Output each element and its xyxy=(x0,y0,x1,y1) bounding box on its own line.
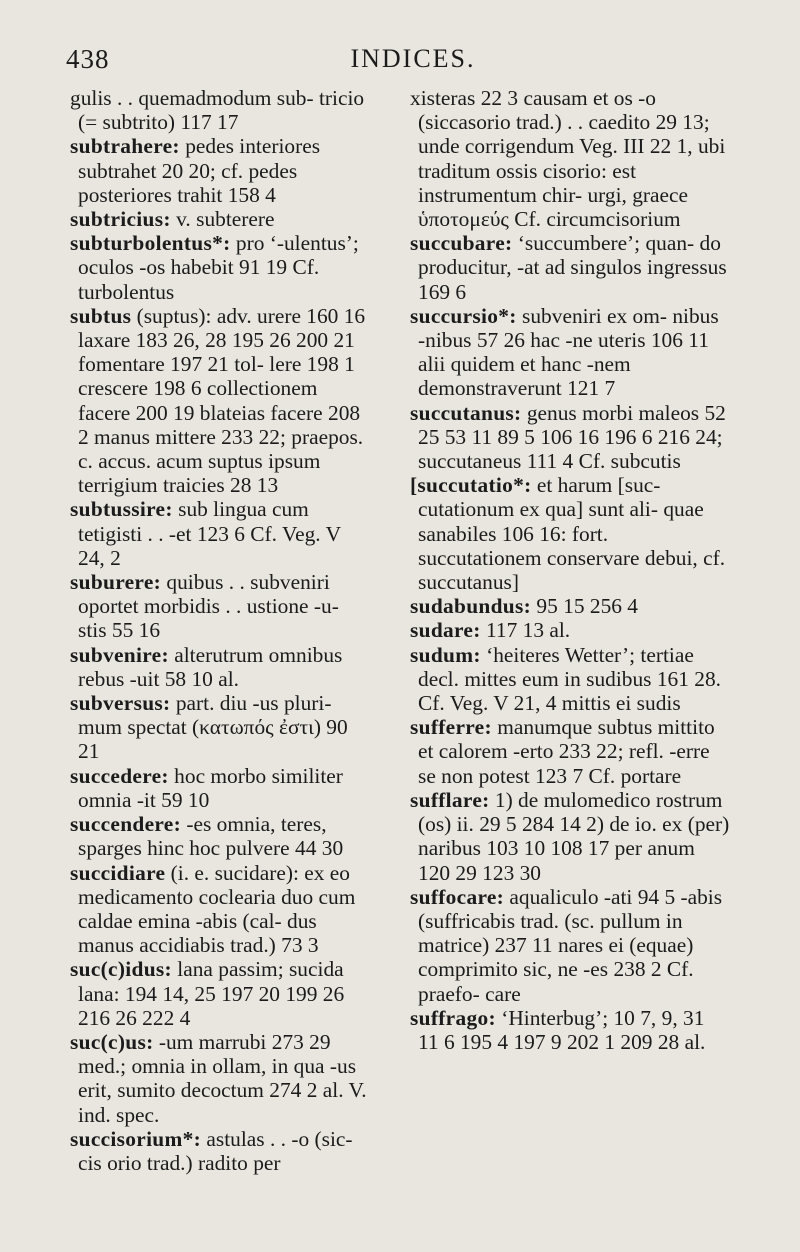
entry-text: ‘heiteres Wetter’; tertiae decl. mittes eum in sudibus 161 28. Cf. Veg. V 21, 4 mittis ei sudis xyxy=(418,642,722,716)
entry-text: part. diu -us pluri- mum spectat (κατωπός ἐστι) 90 21 xyxy=(78,691,348,764)
entry-text: quibus . . subveniri oportet morbidis . . ustione -u- stis 55 16 xyxy=(78,570,339,643)
page-header xyxy=(66,44,740,84)
entry-text: 95 15 256 4 xyxy=(531,594,638,619)
entry-headword: suc(c)idus: xyxy=(70,957,172,982)
page-number: 438 xyxy=(66,44,110,74)
index-entry xyxy=(410,788,730,885)
entry-text: lana passim; sucida lana: 194 14, 25 197 20 199 26 216 26 222 4 xyxy=(78,957,345,1030)
entry-headword: subturbolentus*: xyxy=(70,231,231,256)
index-entry xyxy=(410,304,730,401)
entry-headword: sudare: xyxy=(410,618,481,643)
entry-headword: [succutatio*: xyxy=(410,473,532,498)
index-entry xyxy=(70,231,370,304)
entry-text: subveniri ex om- nibus -nibus 57 26 hac -ne uteris 106 11 alii quidem et hanc -nem demonstraverunt 121 7 xyxy=(418,303,719,401)
index-entry xyxy=(70,207,370,231)
entry-headword: sudum: xyxy=(410,642,481,667)
entry-headword: subtussire: xyxy=(70,497,173,522)
entry-headword: subtus xyxy=(70,303,132,328)
index-entry xyxy=(70,304,370,498)
index-entry xyxy=(70,86,370,134)
index-entry xyxy=(410,643,730,716)
entry-headword: subtrahere: xyxy=(70,134,180,159)
entry-headword: succutanus: xyxy=(410,400,522,425)
entry-text: pedes interiores subtrahet 20 20; cf. pedes posteriores trahit 158 4 xyxy=(78,134,321,207)
right-column xyxy=(410,86,730,1054)
entry-headword: suc(c)us: xyxy=(70,1029,154,1054)
entry-text: aqualiculo -ati 94 5 -abis (suffricabis trad. (sc. pullum in matrice) 237 11 nares ei (equae) comprimito sic, ne -es 238 2 Cf. praefo- care xyxy=(418,884,723,1006)
entry-text: (suptus): adv. urere 160 16 laxare 183 26, 28 195 26 200 21 fomentare 197 21 tol- lere 198 1 crescere 198 6 collectionem facere 200 19 blateias facere 208 2 manus mittere 233 22; praepos. c. accus. acum suptus ipsum terrigium traicies 28 13 xyxy=(78,303,366,498)
entry-text: 117 13 al. xyxy=(480,618,571,643)
index-entry xyxy=(70,570,370,643)
entry-text: xisteras 22 3 causam et os -o (siccasorio trad.) . . caedito 29 13; unde corrigendum Veg. III 22 1, ubi traditum ossis cisorio: est instrumentum chir- urgi, graece ὑποτομεύς Cf. circumcisorium xyxy=(410,86,726,232)
entry-headword: succidiare xyxy=(70,860,166,885)
entry-text: genus morbi maleos 52 25 53 11 89 5 106 16 196 6 216 24; succutaneus 111 4 Cf. subcutis xyxy=(418,400,726,474)
entry-text: manumque subtus mittito et calorem -erto 233 22; refl. -erre se non potest 123 7 Cf. portare xyxy=(418,715,715,788)
entry-headword: sufferre: xyxy=(410,715,492,740)
index-entry xyxy=(70,497,370,570)
index-entry xyxy=(70,764,370,812)
index-entry xyxy=(410,885,730,1006)
index-entry xyxy=(410,231,730,304)
index-entry xyxy=(70,643,370,691)
entry-headword: subvenire: xyxy=(70,642,169,667)
index-entry xyxy=(70,861,370,958)
entry-text: (i. e. sucidare): ex eo medicamento coclearia duo cum caldae emina -abis (cal- dus manus accidiabis trad.) 73 3 xyxy=(78,860,356,958)
index-entry xyxy=(70,1030,370,1127)
index-entry xyxy=(70,691,370,764)
entry-text: -um marrubi 273 29 med.; omnia in ollam, in qua -us erit, sumito decoctum 274 2 al. V. ind. spec. xyxy=(78,1029,367,1127)
left-column xyxy=(70,86,370,1175)
entry-headword: sufflare: xyxy=(410,787,490,812)
entry-text: gulis . . quemadmodum sub- tricio (= subtrito) 117 17 xyxy=(70,86,365,135)
index-entry xyxy=(410,594,730,618)
entry-headword: suburere: xyxy=(70,570,162,595)
entry-headword: subversus: xyxy=(70,691,171,716)
entry-headword: suffrago: xyxy=(410,1005,496,1030)
entry-headword: subtricius: xyxy=(70,207,171,232)
entry-text: -es omnia, teres, sparges hinc hoc pulvere 44 30 xyxy=(78,812,344,861)
index-entry xyxy=(70,134,370,207)
index-entry xyxy=(70,812,370,860)
index-entry xyxy=(410,715,730,788)
entry-headword: succedere: xyxy=(70,763,169,788)
index-entry xyxy=(410,473,730,594)
index-entry xyxy=(410,86,730,231)
entry-text: astulas . . -o (sic- cis orio trad.) radito per xyxy=(78,1126,353,1175)
index-entry xyxy=(70,957,370,1030)
index-entry xyxy=(410,618,730,642)
index-entry xyxy=(410,1006,730,1054)
entry-text: alterutrum omnibus rebus -uit 58 10 al. xyxy=(78,642,343,691)
running-head: INDICES. xyxy=(350,44,476,73)
index-entry xyxy=(410,401,730,474)
entry-headword: succendere: xyxy=(70,812,182,837)
entry-text: hoc morbo similiter omnia -it 59 10 xyxy=(78,763,343,812)
entry-text: v. subterere xyxy=(170,207,275,232)
entry-text: sub lingua cum tetigisti . . -et 123 6 Cf. Veg. V 24, 2 xyxy=(78,497,341,570)
index-entry xyxy=(70,1127,370,1175)
entry-headword: succursio*: xyxy=(410,303,517,328)
entry-headword: sudabundus: xyxy=(410,594,532,619)
entry-headword: suffocare: xyxy=(410,884,505,909)
entry-text: pro ‘-ulentus’; oculos -os habebit 91 19 Cf. turbolentus xyxy=(78,231,359,304)
entry-text: ‘succumbere’; quan- do producitur, -at ad singulos ingressus 169 6 xyxy=(418,231,727,304)
entry-text: 1) de mulomedico rostrum (os) ii. 29 5 284 14 2) de io. ex (per) naribus 103 10 108 17 per anum 120 29 123 30 xyxy=(418,787,730,885)
entry-text: et harum [suc- cutationum ex qua] sunt ali- quae sanabiles 106 16: fort. succutationem conservare debui, cf. succutanus] xyxy=(418,473,726,595)
entry-headword: succubare: xyxy=(410,231,513,256)
entry-text: ‘Hinterbug’; 10 7, 9, 31 11 6 195 4 197 9 202 1 209 28 al. xyxy=(418,1005,706,1054)
entry-headword: succisorium*: xyxy=(70,1126,202,1151)
